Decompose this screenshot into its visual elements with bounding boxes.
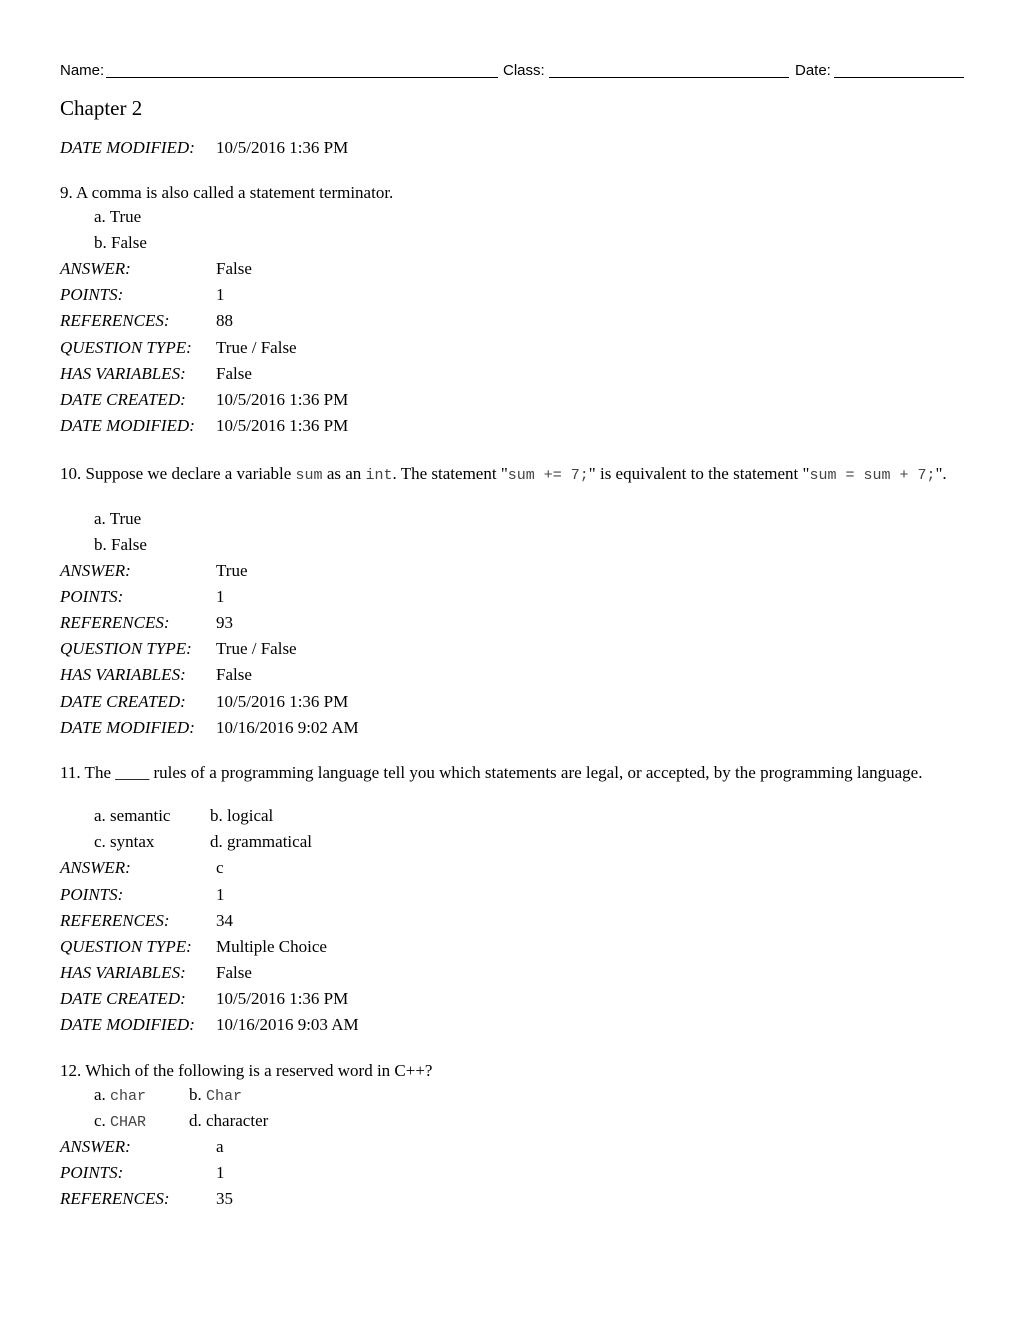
q9-has-variables-row: HAS VARIABLES: False	[60, 364, 252, 383]
q12-option-d: d. character	[189, 1111, 269, 1130]
question-11-text: 11. The ____ rules of a programming language tell you which statements are legal, or accepted, by the programming language.	[60, 763, 923, 782]
code-int: int	[365, 467, 393, 484]
question-10-text: 10. Suppose we declare a variable sum as an int. The statement "sum += 7;" is equivalent to the statement "sum = sum + 7;".	[60, 464, 947, 484]
q9-points-row: POINTS: 1	[60, 285, 225, 304]
name-blank-line	[106, 77, 498, 78]
date-label: Date:	[795, 62, 831, 79]
q10-question-type-row: QUESTION TYPE: True / False	[60, 639, 297, 658]
chapter-title: Chapter 2	[60, 96, 143, 120]
q10-date-created-row: DATE CREATED: 10/5/2016 1:36 PM	[60, 692, 349, 711]
date-blank-line	[834, 77, 964, 78]
q10-references-row: REFERENCES: 93	[60, 613, 233, 632]
q11-option-d: d. grammatical	[210, 832, 312, 851]
q9-date-modified-row: DATE MODIFIED: 10/5/2016 1:36 PM	[60, 416, 349, 435]
q12-points-row: POINTS: 1	[60, 1163, 225, 1182]
q12-option-c: c. CHAR	[94, 1111, 147, 1131]
q10-points-row: POINTS: 1	[60, 587, 225, 606]
q11-option-b: b. logical	[210, 806, 274, 825]
q11-question-type-row: QUESTION TYPE: Multiple Choice	[60, 937, 327, 956]
code-sum-plus-equals: sum += 7;	[507, 467, 589, 484]
q10-option-a: a. True	[94, 509, 142, 528]
q12-references-row: REFERENCES: 35	[60, 1189, 233, 1208]
q9-question-type-row: QUESTION TYPE: True / False	[60, 338, 297, 357]
q11-option-a: a. semantic	[94, 806, 171, 825]
q11-date-created-row: DATE CREATED: 10/5/2016 1:36 PM	[60, 989, 349, 1008]
q11-option-c: c. syntax	[94, 832, 155, 851]
q9-references-row: REFERENCES: 88	[60, 311, 233, 330]
q11-references-row: REFERENCES: 34	[60, 911, 233, 930]
question-9-text: 9. A comma is also called a statement terminator.	[60, 183, 394, 202]
q9-date-created-row: DATE CREATED: 10/5/2016 1:36 PM	[60, 390, 349, 409]
code-sum-equals-sum-plus: sum = sum + 7;	[809, 467, 936, 484]
q11-points-row: POINTS: 1	[60, 885, 225, 904]
q10-date-modified-row: DATE MODIFIED: 10/16/2016 9:02 AM	[60, 718, 359, 737]
q10-has-variables-row: HAS VARIABLES: False	[60, 665, 252, 684]
q11-has-variables-row: HAS VARIABLES: False	[60, 963, 252, 982]
meta-value: 10/5/2016 1:36 PM	[216, 138, 349, 157]
meta-key: DATE MODIFIED:	[60, 138, 195, 157]
q9-answer-row: ANSWER: False	[60, 259, 252, 278]
q11-date-modified-row: DATE MODIFIED: 10/16/2016 9:03 AM	[60, 1015, 359, 1034]
question-12-text: 12. Which of the following is a reserved word in C++?	[60, 1061, 433, 1080]
class-blank-line	[549, 77, 789, 78]
student-header	[60, 60, 964, 82]
top-meta-row	[60, 138, 348, 158]
code-sum: sum	[295, 467, 323, 484]
q10-answer-row: ANSWER: True	[60, 561, 248, 580]
q10-option-b: b. False	[94, 535, 147, 554]
q12-answer-row: ANSWER: a	[60, 1137, 224, 1156]
name-label: Name:	[60, 62, 105, 79]
q12-option-a: a. char	[94, 1085, 147, 1105]
q9-option-b: b. False	[94, 233, 147, 252]
class-label: Class:	[503, 62, 545, 79]
q12-option-b: b. Char	[189, 1085, 243, 1105]
q11-answer-row: ANSWER: c	[60, 858, 224, 877]
q9-option-a: a. True	[94, 207, 142, 226]
